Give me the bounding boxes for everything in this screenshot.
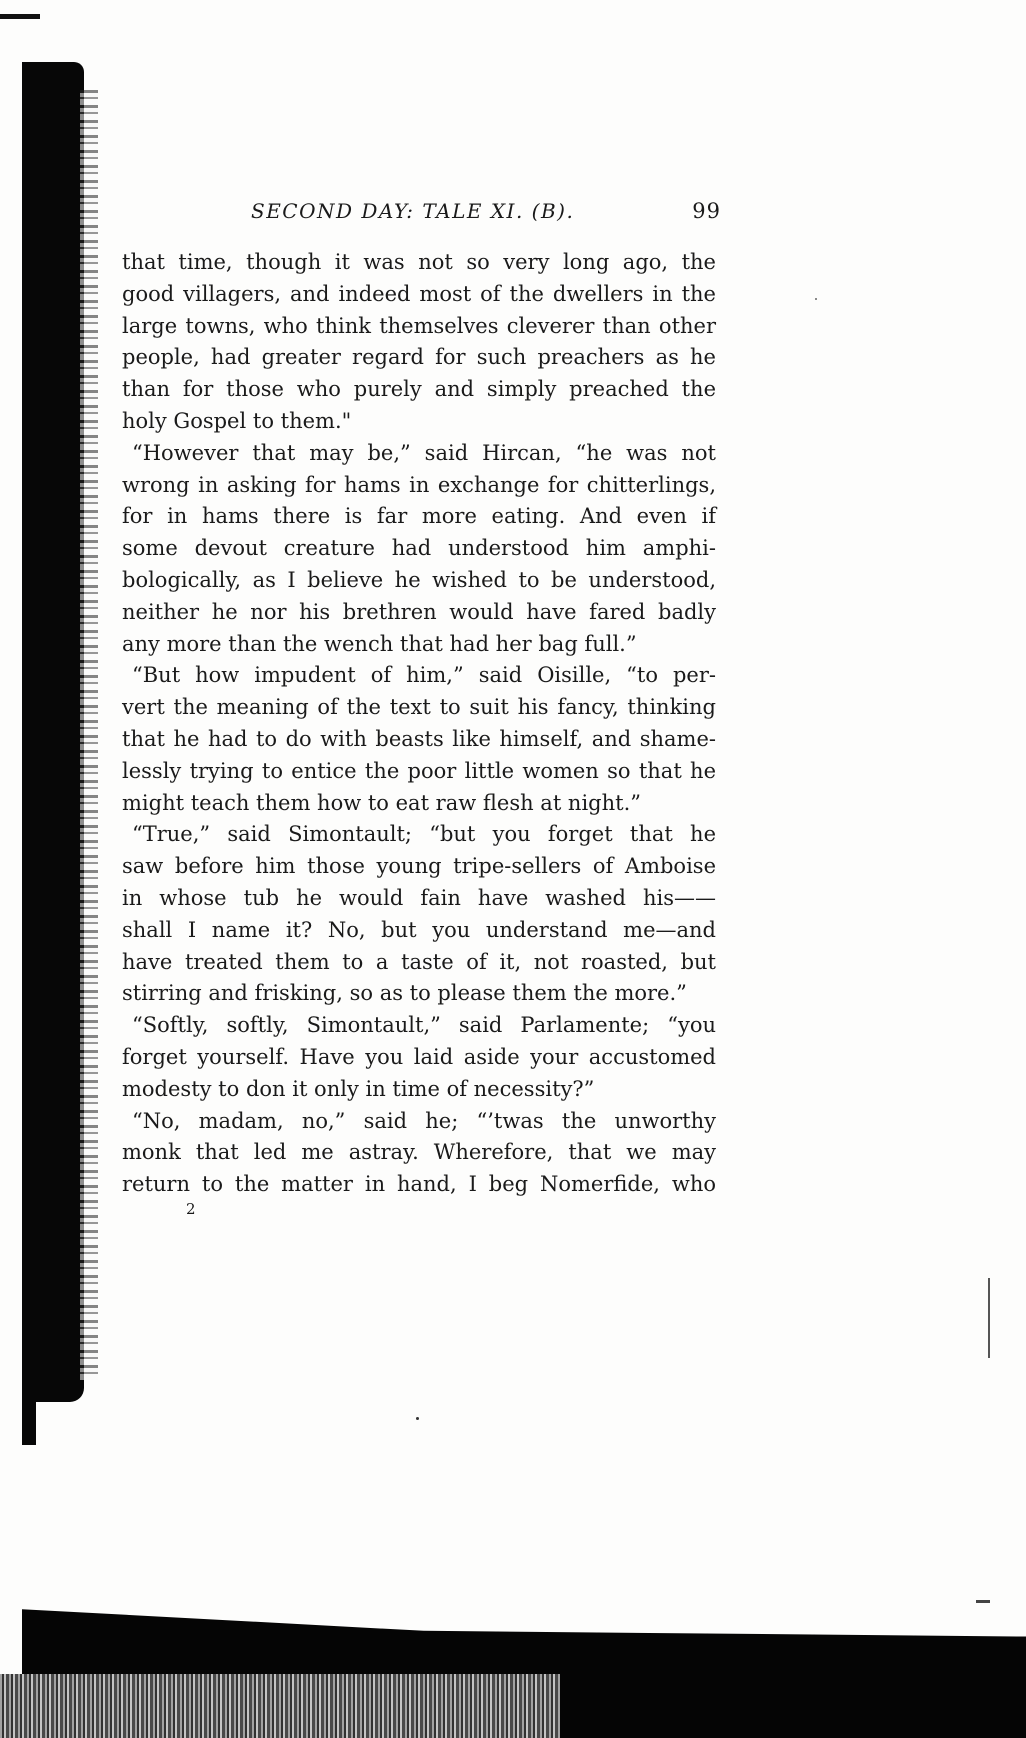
text-line: some devout creature had understood him amphi- bbox=[122, 536, 716, 561]
binding-edge bbox=[80, 90, 98, 1380]
signature-mark: 2 bbox=[186, 1200, 196, 1218]
text-line: modesty to don it only in time of necessity?” bbox=[122, 1076, 595, 1101]
text-line: might teach them how to eat raw flesh at night.” bbox=[122, 790, 641, 815]
text-line: “True,” said Simontault; “but you forget that he bbox=[132, 822, 716, 847]
text-line: vert the meaning of the text to suit his fancy, thinking bbox=[122, 695, 716, 720]
text-line: stirring and frisking, so as to please them the more.” bbox=[122, 981, 687, 1006]
bottom-scan-edge bbox=[22, 1602, 1026, 1674]
text-line: that time, though it was not so very long ago, the bbox=[122, 250, 716, 274]
text-line: “However that may be,” said Hircan, “he was not bbox=[132, 440, 716, 465]
text-line: wrong in asking for hams in exchange for chitterlings, bbox=[122, 472, 716, 497]
body-text bbox=[122, 247, 716, 1201]
scan-artifact-right bbox=[988, 1278, 990, 1358]
text-line: bologically, as I believe he wished to be understood, bbox=[122, 567, 716, 592]
text-line: holy Gospel to them." bbox=[122, 408, 352, 433]
text-line: “But how impudent of him,” said Oisille, “to per- bbox=[132, 663, 716, 688]
text-line: large towns, who think themselves cleverer than other bbox=[122, 313, 716, 338]
binding-shadow bbox=[22, 62, 84, 1402]
text-line: good villagers, and indeed most of the dwellers in the bbox=[122, 281, 716, 306]
text-line: forget yourself. Have you laid aside your accustomed bbox=[122, 1044, 716, 1069]
text-line: “Softly, softly, Simontault,” said Parlamente; “you bbox=[132, 1013, 716, 1038]
scan-speck bbox=[815, 298, 817, 300]
running-title: SECOND DAY: TALE XI. (B). bbox=[251, 199, 575, 223]
text-line: have treated them to a taste of it, not roasted, but bbox=[122, 949, 716, 974]
scan-artifact-top bbox=[0, 14, 40, 19]
text-line: “No, madam, no,” said he; “’twas the unworthy bbox=[132, 1108, 716, 1133]
text-line: than for those who purely and simply preached the bbox=[122, 377, 716, 402]
scan-artifact-right-tick bbox=[976, 1600, 990, 1603]
text-line: saw before him those young tripe-sellers of Amboise bbox=[122, 854, 716, 879]
text-line: for in hams there is far more eating. And even if bbox=[122, 504, 716, 529]
text-line: neither he nor his brethren would have fared badly bbox=[122, 599, 716, 624]
running-header bbox=[251, 199, 721, 231]
text-line: in whose tub he would fain have washed his—— bbox=[122, 885, 716, 910]
text-line: monk that led me astray. Wherefore, that we may bbox=[122, 1140, 716, 1165]
scan-speck bbox=[416, 1417, 419, 1420]
text-line: any more than the wench that had her bag full.” bbox=[122, 631, 637, 656]
bottom-scan-noise bbox=[0, 1674, 560, 1738]
text-line: shall I name it? No, but you understand me—and bbox=[122, 917, 716, 942]
page-number: 99 bbox=[692, 199, 721, 223]
binding-notch bbox=[22, 1385, 36, 1445]
text-line: lessly trying to entice the poor little women so that he bbox=[122, 758, 716, 783]
text-line: return to the matter in hand, I beg Nomerfide, who bbox=[122, 1172, 716, 1197]
text-line: that he had to do with beasts like himself, and shame- bbox=[122, 726, 716, 751]
text-line: people, had greater regard for such preachers as he bbox=[122, 345, 716, 370]
